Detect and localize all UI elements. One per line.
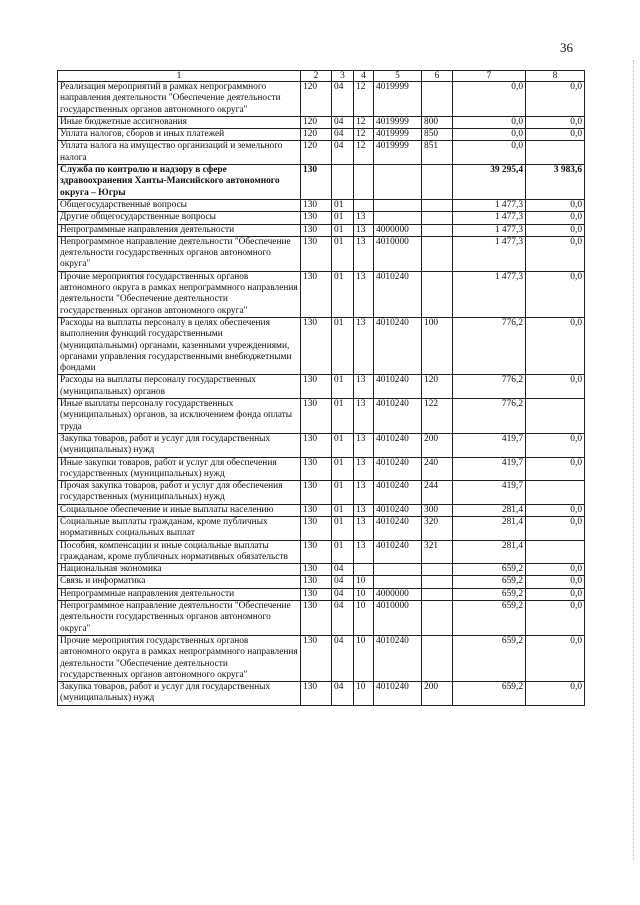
row-name-cell: Уплата налога на имущество организаций и земельного налога bbox=[58, 141, 301, 165]
target-article-cell bbox=[374, 165, 422, 200]
row-name-cell: Непрограммные направления деятельности bbox=[58, 224, 301, 236]
admin-code-cell: 130 bbox=[301, 576, 332, 588]
table-row bbox=[58, 271, 585, 317]
subsection-code-cell bbox=[354, 199, 374, 211]
amount-cell: 0,0 bbox=[526, 564, 585, 576]
row-name-cell: Другие общегосударственные вопросы bbox=[58, 212, 301, 224]
expense-type-cell: 300 bbox=[422, 504, 453, 516]
amount-cell: 659,2 bbox=[453, 635, 526, 681]
column-header: 4 bbox=[354, 71, 374, 82]
expense-type-cell: 851 bbox=[422, 141, 453, 165]
amount-cell: 0,0 bbox=[453, 141, 526, 165]
expense-type-cell: 850 bbox=[422, 129, 453, 141]
admin-code-cell: 120 bbox=[301, 116, 332, 128]
subsection-code-cell: 13 bbox=[354, 271, 374, 317]
subsection-code-cell: 13 bbox=[354, 224, 374, 236]
target-article-cell: 4019999 bbox=[374, 129, 422, 141]
amount-cell: 281,4 bbox=[453, 504, 526, 516]
amount-cell: 0,0 bbox=[526, 457, 585, 481]
table-row bbox=[58, 199, 585, 211]
table-row bbox=[58, 399, 585, 434]
subsection-code-cell: 12 bbox=[354, 129, 374, 141]
expense-type-cell bbox=[422, 82, 453, 117]
row-name-cell: Социальные выплаты гражданам, кроме публичных нормативных социальных выплат bbox=[58, 516, 301, 540]
target-article-cell: 4010240 bbox=[374, 481, 422, 505]
expense-type-cell: 240 bbox=[422, 457, 453, 481]
table-row bbox=[58, 682, 585, 706]
subsection-code-cell bbox=[354, 564, 374, 576]
section-code-cell: 04 bbox=[332, 682, 354, 706]
admin-code-cell: 130 bbox=[301, 601, 332, 636]
admin-code-cell: 120 bbox=[301, 141, 332, 165]
amount-cell: 0,0 bbox=[526, 271, 585, 317]
target-article-cell: 4019999 bbox=[374, 116, 422, 128]
table-row bbox=[58, 457, 585, 481]
amount-cell: 0,0 bbox=[526, 635, 585, 681]
row-name-cell: Непрограммное направление деятельности "Обеспечение деятельности государственных органов автономного округа" bbox=[58, 601, 301, 636]
row-name-cell: Закупка товаров, работ и услуг для государственных (муниципальных) нужд bbox=[58, 433, 301, 457]
amount-cell: 776,2 bbox=[453, 317, 526, 374]
target-article-cell bbox=[374, 564, 422, 576]
expense-type-cell bbox=[422, 212, 453, 224]
target-article-cell bbox=[374, 199, 422, 211]
admin-code-cell: 130 bbox=[301, 457, 332, 481]
section-code-cell: 04 bbox=[332, 635, 354, 681]
target-article-cell: 4010240 bbox=[374, 375, 422, 399]
amount-cell: 0,0 bbox=[526, 317, 585, 374]
amount-cell: 776,2 bbox=[453, 399, 526, 434]
row-name-cell: Иные выплаты персоналу государственных (муниципальных) органов, за исключением фонда оплаты труда bbox=[58, 399, 301, 434]
amount-cell: 0,0 bbox=[453, 82, 526, 117]
target-article-cell bbox=[374, 212, 422, 224]
expense-type-cell bbox=[422, 236, 453, 271]
amount-cell: 659,2 bbox=[453, 564, 526, 576]
admin-code-cell: 130 bbox=[301, 224, 332, 236]
table-row bbox=[58, 212, 585, 224]
amount-cell: 1 477,3 bbox=[453, 271, 526, 317]
target-article-cell: 4010000 bbox=[374, 236, 422, 271]
amount-cell: 0,0 bbox=[526, 433, 585, 457]
amount-cell: 1 477,3 bbox=[453, 224, 526, 236]
row-name-cell: Служба по контролю и надзору в сфере здравоохранения Ханты-Мансийского автономного округа – Югры bbox=[58, 165, 301, 200]
table-row bbox=[58, 540, 585, 564]
target-article-cell: 4010240 bbox=[374, 457, 422, 481]
section-code-cell: 04 bbox=[332, 141, 354, 165]
expense-type-cell bbox=[422, 588, 453, 600]
amount-cell: 0,0 bbox=[526, 82, 585, 117]
subsection-code-cell: 10 bbox=[354, 601, 374, 636]
row-name-cell: Прочие мероприятия государственных органов автономного округа в рамках непрограммного направления деятельности "Обеспечение деятельности государственных органов автономного округа" bbox=[58, 271, 301, 317]
table-row bbox=[58, 635, 585, 681]
section-code-cell: 01 bbox=[332, 271, 354, 317]
amount-cell: 659,2 bbox=[453, 601, 526, 636]
expense-type-cell bbox=[422, 271, 453, 317]
row-name-cell: Связь и информатика bbox=[58, 576, 301, 588]
amount-cell: 281,4 bbox=[453, 540, 526, 564]
expense-type-cell bbox=[422, 165, 453, 200]
row-name-cell: Закупка товаров, работ и услуг для государственных (муниципальных) нужд bbox=[58, 682, 301, 706]
target-article-cell: 4019999 bbox=[374, 82, 422, 117]
subsection-code-cell: 10 bbox=[354, 682, 374, 706]
amount-cell bbox=[526, 399, 585, 434]
subsection-code-cell: 13 bbox=[354, 317, 374, 374]
expense-type-cell bbox=[422, 199, 453, 211]
amount-cell: 659,2 bbox=[453, 682, 526, 706]
admin-code-cell: 130 bbox=[301, 588, 332, 600]
section-code-cell: 04 bbox=[332, 129, 354, 141]
table-row bbox=[58, 433, 585, 457]
target-article-cell: 4010240 bbox=[374, 635, 422, 681]
table-row bbox=[58, 317, 585, 374]
expense-type-cell: 244 bbox=[422, 481, 453, 505]
admin-code-cell: 130 bbox=[301, 564, 332, 576]
subsection-code-cell: 13 bbox=[354, 399, 374, 434]
admin-code-cell: 130 bbox=[301, 504, 332, 516]
subsection-code-cell: 12 bbox=[354, 141, 374, 165]
subsection-code-cell: 13 bbox=[354, 212, 374, 224]
table-row bbox=[58, 236, 585, 271]
table-row bbox=[58, 224, 585, 236]
row-name-cell: Иные закупки товаров, работ и услуг для обеспечения государственных (муниципальных) нужд bbox=[58, 457, 301, 481]
subsection-code-cell: 12 bbox=[354, 82, 374, 117]
column-header: 2 bbox=[301, 71, 332, 82]
amount-cell: 419,7 bbox=[453, 481, 526, 505]
amount-cell: 0,0 bbox=[526, 588, 585, 600]
section-code-cell: 01 bbox=[332, 433, 354, 457]
section-code-cell: 01 bbox=[332, 317, 354, 374]
section-code-cell: 04 bbox=[332, 116, 354, 128]
expense-type-cell: 800 bbox=[422, 116, 453, 128]
table-header-row bbox=[58, 71, 585, 82]
table-row bbox=[58, 564, 585, 576]
expense-type-cell: 122 bbox=[422, 399, 453, 434]
page-number: 36 bbox=[560, 40, 573, 55]
row-name-cell: Расходы на выплаты персоналу в целях обеспечения выполнения функций государственными (муниципальными) органами, казенными учреждениями, органами управления государственными внебюджетными фондами bbox=[58, 317, 301, 374]
admin-code-cell: 130 bbox=[301, 317, 332, 374]
amount-cell: 419,7 bbox=[453, 457, 526, 481]
amount-cell: 776,2 bbox=[453, 375, 526, 399]
table-row bbox=[58, 129, 585, 141]
admin-code-cell: 130 bbox=[301, 212, 332, 224]
expense-type-cell: 321 bbox=[422, 540, 453, 564]
amount-cell bbox=[526, 540, 585, 564]
target-article-cell: 4010240 bbox=[374, 504, 422, 516]
amount-cell: 0,0 bbox=[526, 576, 585, 588]
column-header: 7 bbox=[453, 71, 526, 82]
subsection-code-cell: 13 bbox=[354, 516, 374, 540]
expense-type-cell bbox=[422, 635, 453, 681]
subsection-code-cell: 13 bbox=[354, 504, 374, 516]
admin-code-cell: 120 bbox=[301, 129, 332, 141]
expense-type-cell bbox=[422, 224, 453, 236]
target-article-cell: 4000000 bbox=[374, 588, 422, 600]
subsection-code-cell: 10 bbox=[354, 588, 374, 600]
admin-code-cell: 130 bbox=[301, 635, 332, 681]
subsection-code-cell: 13 bbox=[354, 236, 374, 271]
section-code-cell: 01 bbox=[332, 224, 354, 236]
admin-code-cell: 130 bbox=[301, 516, 332, 540]
amount-cell: 0,0 bbox=[526, 375, 585, 399]
section-code-cell: 04 bbox=[332, 82, 354, 117]
expense-type-cell: 200 bbox=[422, 433, 453, 457]
section-code-cell: 01 bbox=[332, 516, 354, 540]
section-code-cell: 01 bbox=[332, 236, 354, 271]
column-header: 1 bbox=[58, 71, 301, 82]
subsection-code-cell: 10 bbox=[354, 635, 374, 681]
admin-code-cell: 130 bbox=[301, 199, 332, 211]
admin-code-cell: 130 bbox=[301, 682, 332, 706]
admin-code-cell: 130 bbox=[301, 375, 332, 399]
column-header: 3 bbox=[332, 71, 354, 82]
table-row bbox=[58, 576, 585, 588]
column-header: 5 bbox=[374, 71, 422, 82]
table-row bbox=[58, 588, 585, 600]
subsection-code-cell: 13 bbox=[354, 457, 374, 481]
section-code-cell: 01 bbox=[332, 199, 354, 211]
admin-code-cell: 130 bbox=[301, 540, 332, 564]
row-name-cell: Прочая закупка товаров, работ и услуг для обеспечения государственных (муниципальных) нужд bbox=[58, 481, 301, 505]
section-code-cell: 01 bbox=[332, 457, 354, 481]
amount-cell: 0,0 bbox=[526, 601, 585, 636]
target-article-cell: 4019999 bbox=[374, 141, 422, 165]
amount-cell: 1 477,3 bbox=[453, 199, 526, 211]
admin-code-cell: 120 bbox=[301, 82, 332, 117]
admin-code-cell: 130 bbox=[301, 165, 332, 200]
row-name-cell: Социальное обеспечение и иные выплаты населению bbox=[58, 504, 301, 516]
subsection-code-cell: 12 bbox=[354, 116, 374, 128]
amount-cell: 0,0 bbox=[526, 516, 585, 540]
admin-code-cell: 130 bbox=[301, 236, 332, 271]
amount-cell bbox=[526, 481, 585, 505]
scan-edge-marks bbox=[631, 60, 634, 860]
target-article-cell: 4010000 bbox=[374, 601, 422, 636]
column-header: 6 bbox=[422, 71, 453, 82]
section-code-cell: 01 bbox=[332, 399, 354, 434]
target-article-cell: 4010240 bbox=[374, 399, 422, 434]
expense-type-cell bbox=[422, 564, 453, 576]
section-code-cell bbox=[332, 165, 354, 200]
section-code-cell: 04 bbox=[332, 588, 354, 600]
subsection-code-cell: 13 bbox=[354, 375, 374, 399]
section-code-cell: 01 bbox=[332, 540, 354, 564]
row-name-cell: Непрограммное направление деятельности "Обеспечение деятельности государственных органов автономного округа" bbox=[58, 236, 301, 271]
admin-code-cell: 130 bbox=[301, 399, 332, 434]
amount-cell: 1 477,3 bbox=[453, 212, 526, 224]
table-row bbox=[58, 165, 585, 200]
section-code-cell: 01 bbox=[332, 504, 354, 516]
table-row bbox=[58, 516, 585, 540]
expense-type-cell: 320 bbox=[422, 516, 453, 540]
expense-type-cell: 100 bbox=[422, 317, 453, 374]
section-code-cell: 01 bbox=[332, 481, 354, 505]
target-article-cell: 4000000 bbox=[374, 224, 422, 236]
target-article-cell: 4010240 bbox=[374, 682, 422, 706]
column-header: 8 bbox=[526, 71, 585, 82]
row-name-cell: Иные бюджетные ассигнования bbox=[58, 116, 301, 128]
subsection-code-cell: 13 bbox=[354, 540, 374, 564]
admin-code-cell: 130 bbox=[301, 433, 332, 457]
section-code-cell: 01 bbox=[332, 212, 354, 224]
amount-cell: 3 983,6 bbox=[526, 165, 585, 200]
target-article-cell: 4010240 bbox=[374, 271, 422, 317]
subsection-code-cell: 13 bbox=[354, 433, 374, 457]
amount-cell: 39 295,4 bbox=[453, 165, 526, 200]
table-row bbox=[58, 116, 585, 128]
amount-cell: 0,0 bbox=[453, 116, 526, 128]
amount-cell: 0,0 bbox=[526, 129, 585, 141]
expense-type-cell bbox=[422, 601, 453, 636]
expense-type-cell: 200 bbox=[422, 682, 453, 706]
subsection-code-cell: 13 bbox=[354, 481, 374, 505]
section-code-cell: 04 bbox=[332, 601, 354, 636]
amount-cell: 659,2 bbox=[453, 576, 526, 588]
row-name-cell: Уплата налогов, сборов и иных платежей bbox=[58, 129, 301, 141]
subsection-code-cell bbox=[354, 165, 374, 200]
section-code-cell: 01 bbox=[332, 375, 354, 399]
amount-cell bbox=[526, 141, 585, 165]
row-name-cell: Непрограммные направления деятельности bbox=[58, 588, 301, 600]
target-article-cell: 4010240 bbox=[374, 433, 422, 457]
amount-cell: 659,2 bbox=[453, 588, 526, 600]
table-row bbox=[58, 601, 585, 636]
amount-cell: 0,0 bbox=[453, 129, 526, 141]
target-article-cell: 4010240 bbox=[374, 317, 422, 374]
table-row bbox=[58, 82, 585, 117]
amount-cell: 0,0 bbox=[526, 236, 585, 271]
table-row bbox=[58, 375, 585, 399]
amount-cell: 0,0 bbox=[526, 504, 585, 516]
section-code-cell: 04 bbox=[332, 564, 354, 576]
row-name-cell: Общегосударственные вопросы bbox=[58, 199, 301, 211]
row-name-cell: Реализация мероприятий в рамках непрограммного направления деятельности "Обеспечение деятельности государственных органов автономного округа" bbox=[58, 82, 301, 117]
table-row bbox=[58, 141, 585, 165]
expense-type-cell: 120 bbox=[422, 375, 453, 399]
admin-code-cell: 130 bbox=[301, 481, 332, 505]
table-row bbox=[58, 481, 585, 505]
amount-cell: 1 477,3 bbox=[453, 236, 526, 271]
row-name-cell: Пособия, компенсации и иные социальные выплаты гражданам, кроме публичных нормативных обязательств bbox=[58, 540, 301, 564]
amount-cell: 0,0 bbox=[526, 199, 585, 211]
amount-cell: 419,7 bbox=[453, 433, 526, 457]
row-name-cell: Расходы на выплаты персоналу государственных (муниципальных) органов bbox=[58, 375, 301, 399]
target-article-cell: 4010240 bbox=[374, 540, 422, 564]
row-name-cell: Прочие мероприятия государственных органов автономного округа в рамках непрограммного направления деятельности "Обеспечение деятельности государственных органов автономного округа" bbox=[58, 635, 301, 681]
target-article-cell: 4010240 bbox=[374, 516, 422, 540]
amount-cell: 0,0 bbox=[526, 224, 585, 236]
row-name-cell: Национальная экономика bbox=[58, 564, 301, 576]
amount-cell: 281,4 bbox=[453, 516, 526, 540]
amount-cell: 0,0 bbox=[526, 682, 585, 706]
subsection-code-cell: 10 bbox=[354, 576, 374, 588]
table-row bbox=[58, 504, 585, 516]
target-article-cell bbox=[374, 576, 422, 588]
budget-table bbox=[57, 70, 585, 706]
section-code-cell: 04 bbox=[332, 576, 354, 588]
admin-code-cell: 130 bbox=[301, 271, 332, 317]
amount-cell: 0,0 bbox=[526, 212, 585, 224]
expense-type-cell bbox=[422, 576, 453, 588]
amount-cell: 0,0 bbox=[526, 116, 585, 128]
